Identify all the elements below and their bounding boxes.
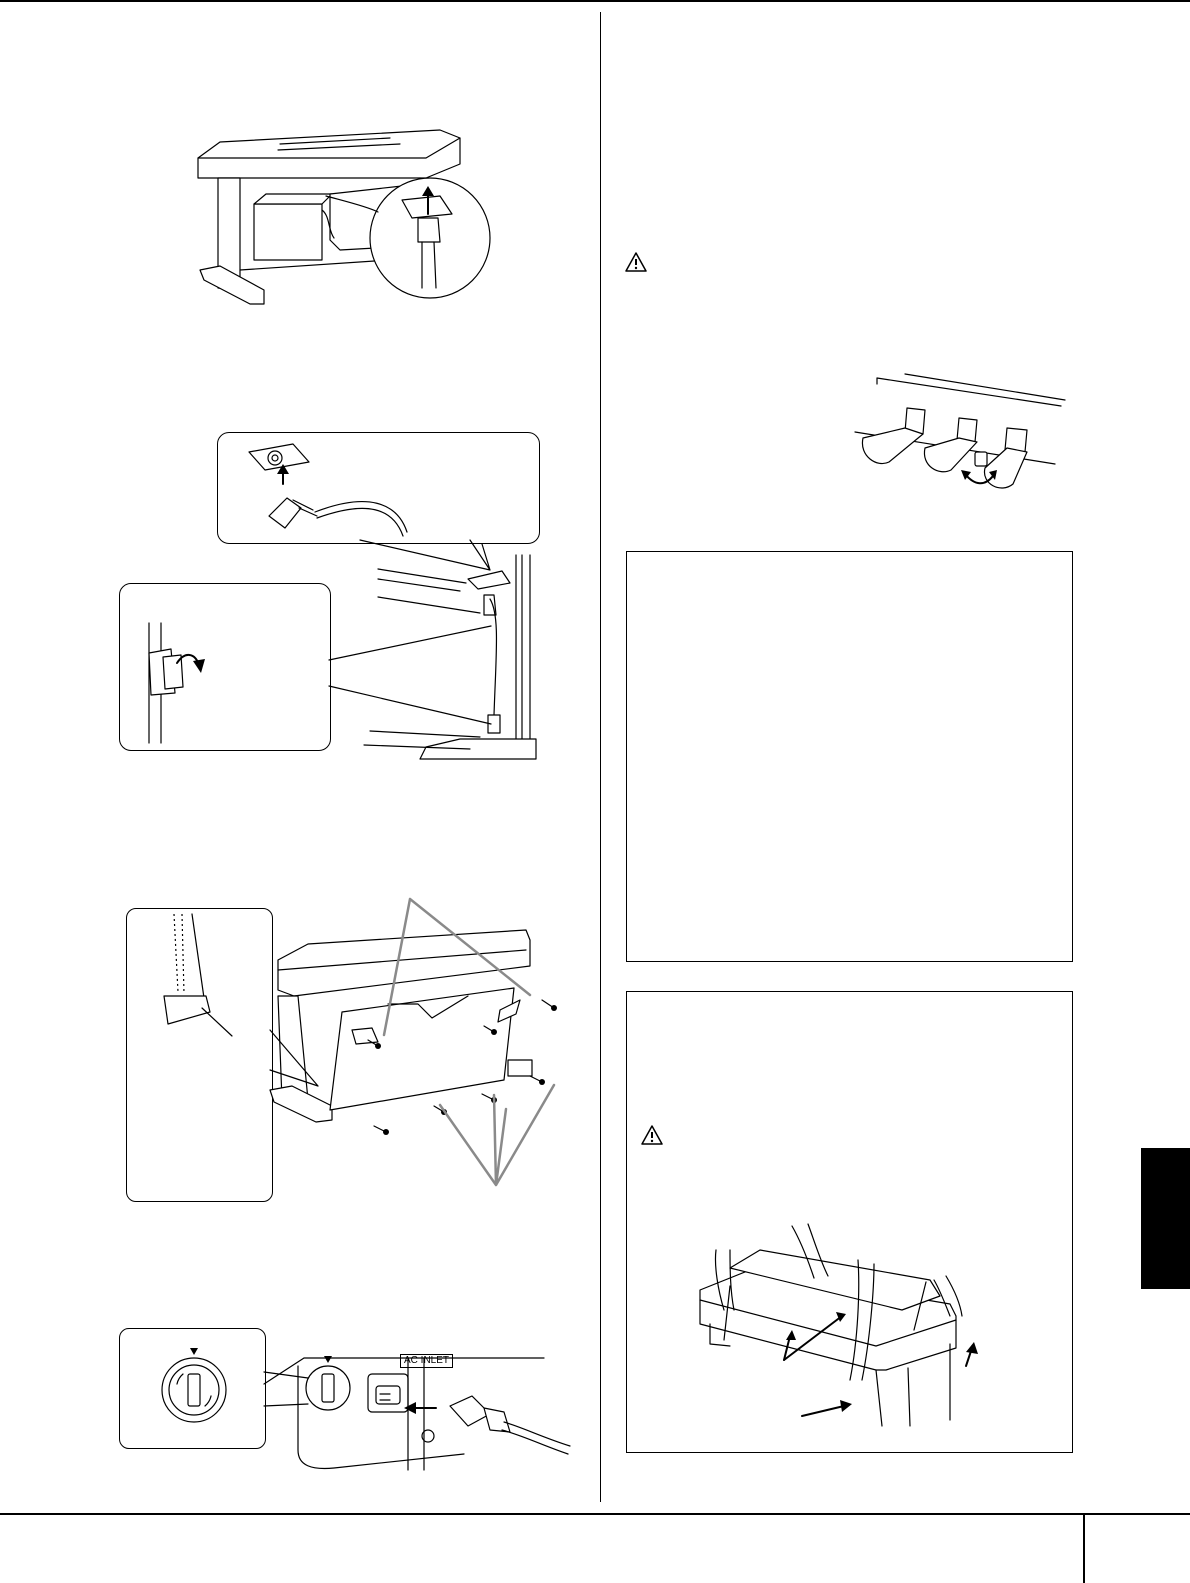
column-divider [600, 12, 601, 1502]
figure-piano-connector [190, 120, 510, 320]
lifting-piano-figure [690, 1220, 990, 1430]
warning-icon [641, 1125, 663, 1145]
top-rule [0, 0, 1190, 2]
page-number-divider [1083, 1513, 1085, 1583]
cord-holder-leader-lines [329, 620, 499, 730]
leg-leader-lines [270, 1000, 330, 1100]
voltage-selector-leader [264, 1360, 324, 1420]
section-tab-marker [1141, 1148, 1190, 1289]
notice-box-upper [626, 551, 1073, 962]
leg-detail-drawing [126, 908, 272, 1202]
warning-icon [625, 252, 647, 272]
pedal-adjuster-figure [855, 372, 1071, 502]
ac-inlet-label: AC INLET [400, 1354, 453, 1368]
footer-rule [0, 1513, 1190, 1515]
voltage-selector-drawing [119, 1328, 265, 1448]
pedal-jack-drawing [217, 432, 539, 544]
cord-holder-drawing [119, 583, 331, 751]
screw-leader-lines [380, 895, 560, 1195]
